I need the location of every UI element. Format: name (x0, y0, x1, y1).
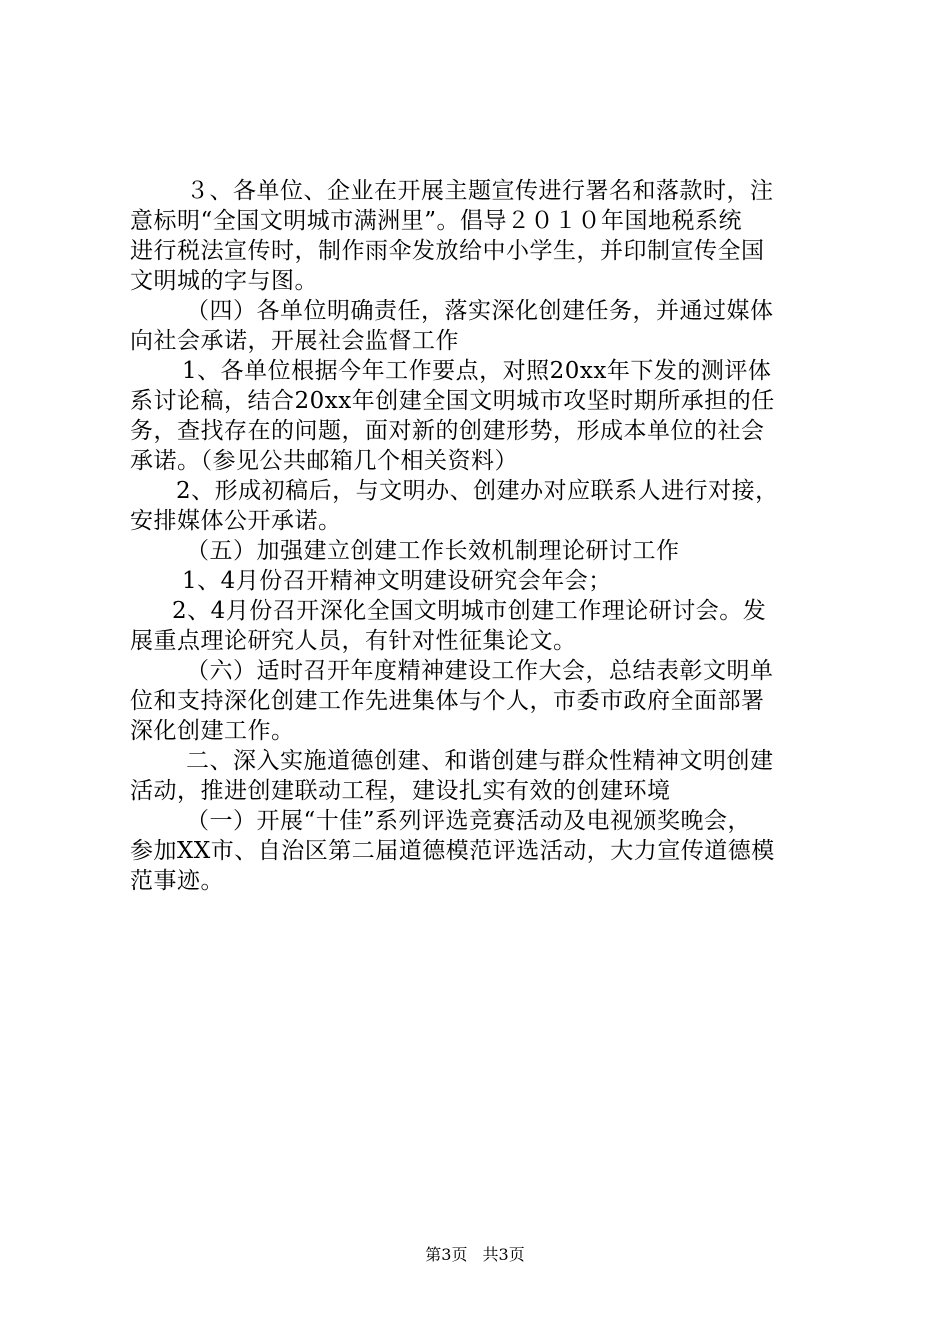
paragraph-line: 展重点理论研究人员，有针对性征集论文。 (130, 628, 577, 654)
paragraph-line: 参加XX市、自治区第二届道德模范评选活动，大力宣传道德模 (130, 838, 775, 864)
paragraph (130, 536, 830, 566)
paragraph-line: 位和支持深化创建工作先进集体与个人，市委市政府全面部署 (130, 688, 765, 714)
paragraph-line: （六）适时召开年度精神建设工作大会，总结表彰文明单 (186, 658, 774, 684)
paragraph-line: 进行税法宣传时，制作雨伞发放给中小学生，并印制宣传全国 (130, 238, 765, 264)
paragraph-line: 安排媒体公开承诺。 (130, 508, 342, 534)
paragraph (130, 476, 830, 536)
paragraph-line: ３、各单位、企业在开展主题宣传进行署名和落款时，注 (186, 178, 774, 204)
paragraph-line: 文明城的字与图。 (130, 268, 318, 294)
paragraph (130, 176, 830, 296)
document-body (130, 176, 830, 896)
page-number: 第3页 (425, 1245, 468, 1264)
page-total: 共3页 (482, 1245, 525, 1264)
paragraph (130, 596, 830, 656)
page-footer (0, 1245, 950, 1265)
paragraph-line: 承诺。（参见公共邮箱几个相关资料） (130, 448, 518, 474)
paragraph-line: （一）开展“十佳”系列评选竞赛活动及电视颁奖晚会， (186, 808, 752, 834)
paragraph-line: 1、各单位根据今年工作要点，对照20xx年下发的测评体 (182, 358, 772, 384)
paragraph-line: 2、形成初稿后，与文明办、创建办对应联系人进行对接， (176, 478, 779, 504)
paragraph-line: 二、深入实施道德创建、和谐创建与群众性精神文明创建 (186, 748, 774, 774)
paragraph-line: 范事迹。 (130, 868, 224, 894)
paragraph-line: 务，查找存在的问题，面对新的创建形势，形成本单位的社会 (130, 418, 765, 444)
paragraph-line: 意标明“全国文明城市满洲里”。倡导２０１０年国地税系统 (130, 208, 743, 234)
paragraph-line: 系讨论稿，结合20xx年创建全国文明城市攻坚时期所承担的任 (130, 388, 775, 414)
paragraph-line: 向社会承诺，开展社会监督工作 (130, 328, 459, 354)
paragraph-line: 活动，推进创建联动工程，建设扎实有效的创建环境 (130, 778, 671, 804)
paragraph (130, 806, 830, 896)
paragraph (130, 296, 830, 356)
paragraph (130, 566, 830, 596)
paragraph (130, 746, 830, 806)
paragraph-line: （五）加强建立创建工作长效机制理论研讨工作 (186, 538, 680, 564)
paragraph-line: 1、4月份召开精神文明建设研究会年会； (182, 568, 612, 594)
paragraph-line: 深化创建工作。 (130, 718, 295, 744)
paragraph-line: （四）各单位明确责任，落实深化创建任务，并通过媒体 (186, 298, 774, 324)
paragraph-line: 2、4月份召开深化全国文明城市创建工作理论研讨会。发 (172, 598, 767, 624)
paragraph (130, 356, 830, 476)
paragraph (130, 656, 830, 746)
